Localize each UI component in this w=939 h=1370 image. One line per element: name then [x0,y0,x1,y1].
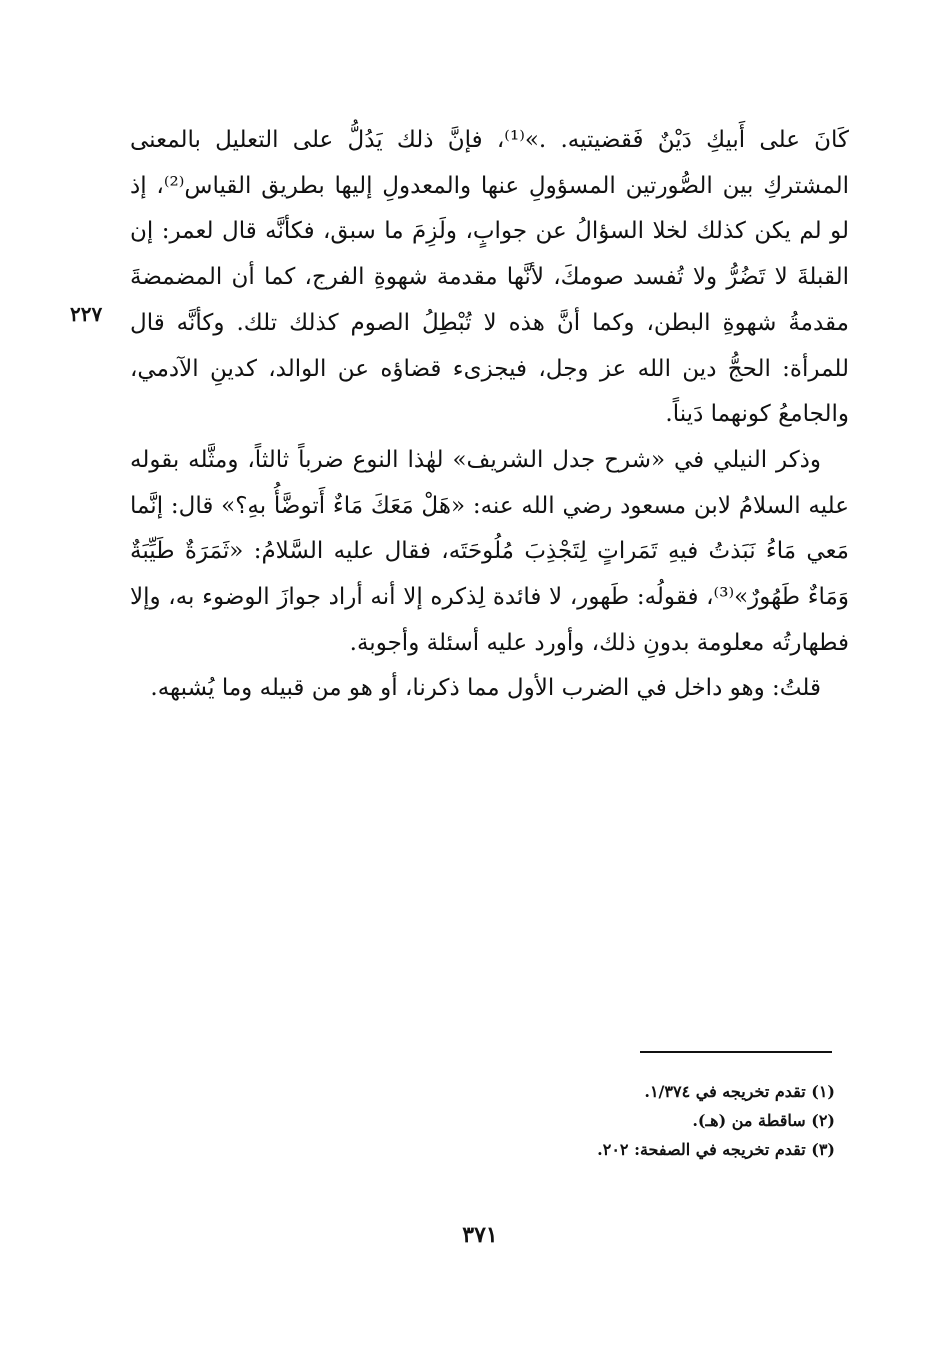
footnote-1: (١) تقدم تخريجه في ١/٣٧٤. [644,1082,835,1101]
paragraph-2: وذكر النيلي في «شرح جدل الشريف» لهٰذا النوع ضرباً ثالثاً، ومثَّله بقوله عليه السلامُ لابن مسعود رضي الله عنه: «هَلْ مَعَكَ مَاءٌ أَتوضَّأُ بهِ؟» قال: إنَّما مَعي مَاءُ نَبَذتُ فيهِ تَمَراتٍ لِتَجْذِبَ مُلُوحَتَه، فقال عليه السَّلامُ: «ثَمَرَةٌ طَيِّبَةٌ وَمَاءٌ طَهُورٌ»⁽³⁾، فقولُه: طَهور، لا فائدة لِذكره إلا أنه أراد جوازَ الوضوء به، وإلا فطهارتُه معلومة بدونِ ذلك، وأورد عليه أسئلة وأجوبة. [130,446,849,656]
main-text [130,118,849,712]
margin-reference-number: ٢٢٧ [70,302,103,326]
footnote-2: (٢) ساقطة من (هـ). [692,1111,835,1130]
footnote-separator [640,1051,832,1053]
paragraph-3: قلتُ: وهو داخل في الضرب الأول مما ذكرنا، أو هو من قبيله وما يُشبهه. [150,675,821,702]
footnotes [335,1077,835,1164]
paragraph-1: كَانَ على أَبيكِ دَيْنٌ فَقضيتيه. .»⁽¹⁾، فإنَّ ذلك يَدُلُّ على التعليل بالمعنى المشتركِ بين الصُّورتين المسؤولِ عنها والمعدولِ إليها بطريق القياس⁽²⁾، إذ لو لم يكن كذلك لخلا السؤالُ عن جوابٍ، ولَزِمَ ما سبق، فكأنَّه قال لعمر: إن القبلةَ لا تَضُرُّ ولا تُفسد صومكَ، لأنَّها مقدمة شهوةِ الفرج، كما أن المضمضةَ مقدمةُ شهوةِ البطن، وكما أنَّ هذه لا تُبْطِلُ الصوم كذلك تلك. وكأنَّه قال للمرأة: الحجُّ دين الله عز وجل، فيجزىء قضاؤه عن الوالد، كدينِ الآدمي، والجامعُ كونهما دَيناً. [130,127,850,428]
page-number: ٣٧١ [462,1222,498,1248]
footnote-3: (٣) تقدم تخريجه في الصفحة: ٢٠٢. [597,1140,835,1159]
